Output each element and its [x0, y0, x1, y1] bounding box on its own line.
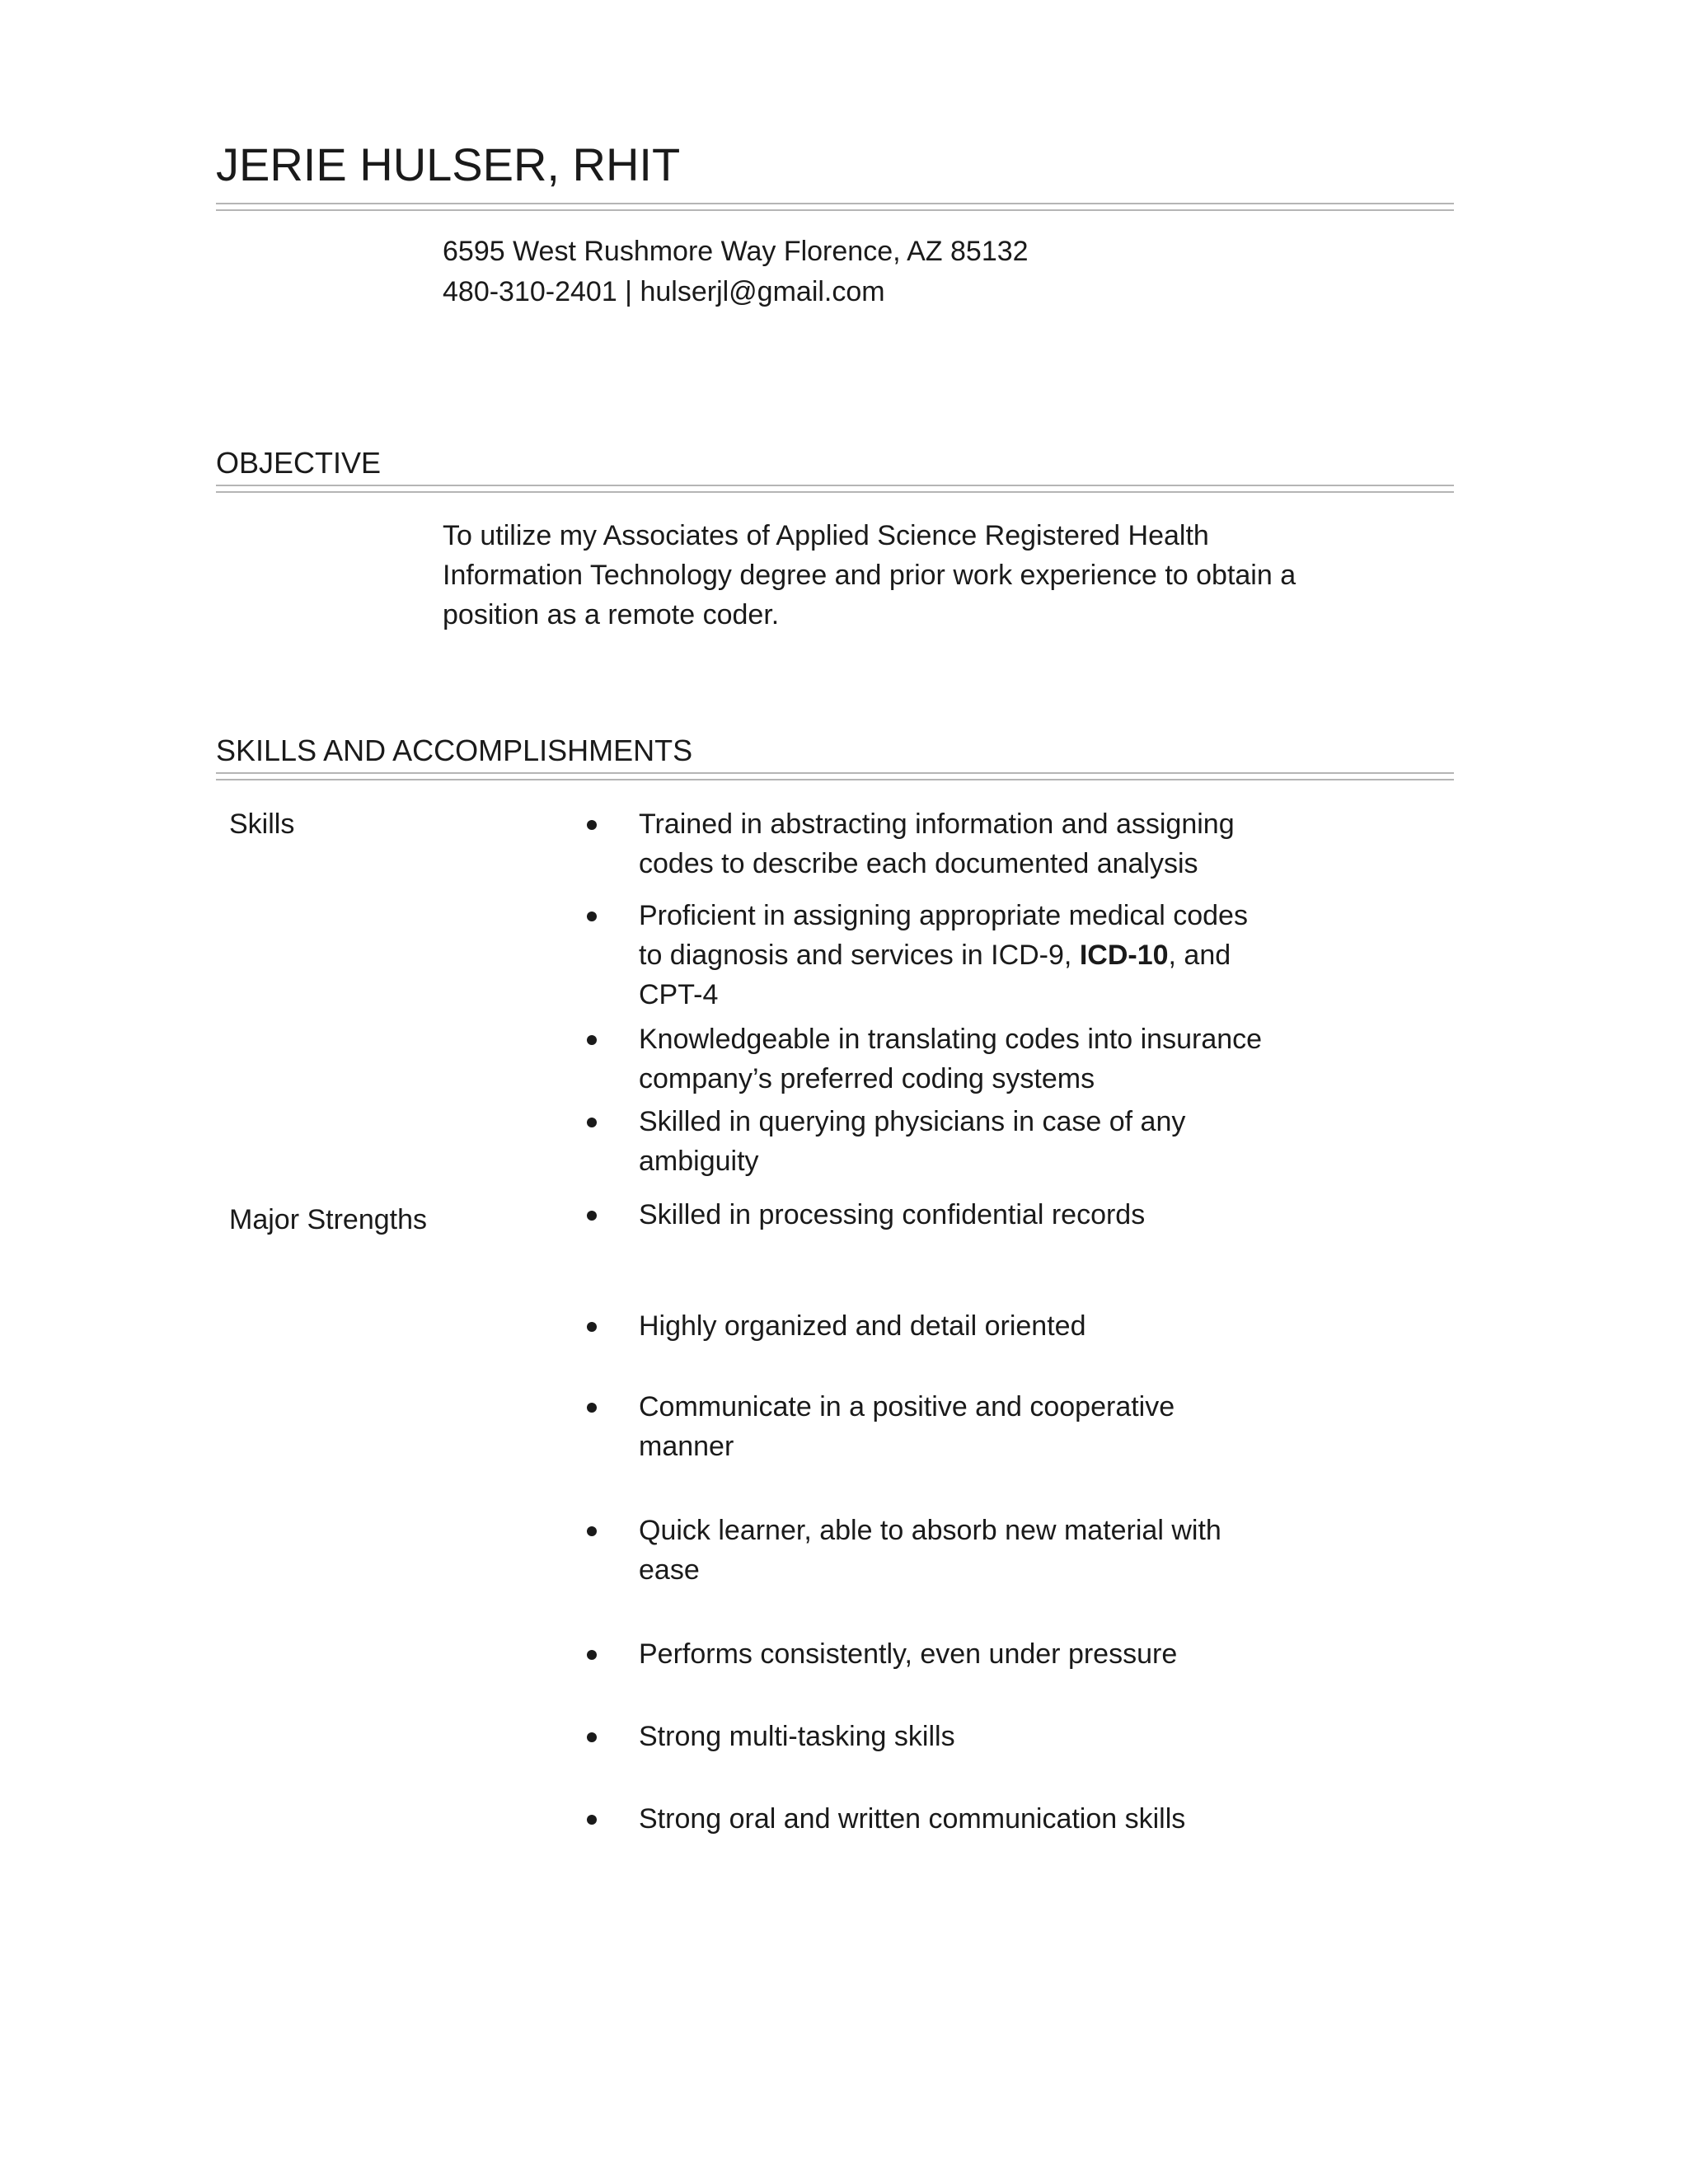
bullet-icon	[587, 1732, 597, 1742]
strength-line: Highly organized and detail oriented	[639, 1310, 1086, 1342]
objective-text	[443, 516, 1382, 635]
skill-line: Knowledgeable in translating codes into insurance	[639, 1024, 1263, 1055]
skills-divider	[216, 772, 1454, 780]
strength-text	[639, 1511, 1339, 1590]
strength-text	[639, 1306, 1339, 1346]
skill-line: ambiguity	[639, 1146, 759, 1177]
bullet-icon	[587, 1118, 597, 1127]
strength-line: Strong oral and written communication skills	[639, 1803, 1186, 1835]
skill-text	[639, 804, 1339, 883]
skill-line: Skilled in querying physicians in case of any	[639, 1106, 1186, 1137]
strength-line: Communicate in a positive and cooperative	[639, 1391, 1175, 1422]
skill-line: codes to describe each documented analysis	[639, 848, 1198, 879]
strength-text	[639, 1634, 1339, 1674]
objective-divider	[216, 485, 1454, 493]
skill-line: Trained in abstracting information and assigning	[639, 808, 1235, 840]
skill-line	[639, 935, 1339, 975]
strength-text	[639, 1387, 1339, 1466]
strength-line: Strong multi-tasking skills	[639, 1721, 955, 1752]
skill-line-text: , and	[1168, 940, 1231, 971]
strength-text	[639, 1799, 1339, 1839]
skill-line: CPT-4	[639, 979, 719, 1010]
strength-text	[639, 1195, 1339, 1235]
strength-text	[639, 1717, 1339, 1756]
header-divider	[216, 203, 1454, 211]
objective-line: position as a remote coder.	[443, 599, 780, 630]
objective-heading: OBJECTIVE	[216, 446, 382, 480]
bullet-icon	[587, 1526, 597, 1536]
skill-line: company’s preferred coding systems	[639, 1063, 1095, 1094]
strength-line: Skilled in processing confidential records	[639, 1199, 1146, 1230]
skill-text	[639, 896, 1339, 1015]
skills-label: Skills	[229, 808, 295, 840]
strength-line: ease	[639, 1554, 700, 1586]
major-strengths-label: Major Strengths	[229, 1204, 427, 1235]
bullet-icon	[587, 1035, 597, 1045]
address: 6595 West Rushmore Way Florence, AZ 85132	[443, 236, 1029, 267]
strength-line: Performs consistently, even under pressure	[639, 1638, 1178, 1670]
strength-line: Quick learner, able to absorb new material with	[639, 1515, 1221, 1546]
skill-text	[639, 1019, 1339, 1099]
bullet-icon	[587, 1815, 597, 1825]
skill-text	[639, 1102, 1339, 1181]
skill-code-emphasis: ICD-10	[1079, 940, 1169, 971]
bullet-icon	[587, 1650, 597, 1660]
objective-line: Information Technology degree and prior work experience to obtain a	[443, 560, 1296, 591]
bullet-icon	[587, 820, 597, 830]
phone-email: 480-310-2401 | hulserjl@gmail.com	[443, 276, 885, 307]
candidate-name: JERIE HULSER, RHIT	[216, 138, 681, 190]
bullet-icon	[587, 1403, 597, 1413]
skill-line-text: to diagnosis and services in ICD-9,	[639, 940, 1080, 971]
bullet-icon	[587, 912, 597, 921]
skills-heading: SKILLS AND ACCOMPLISHMENTS	[216, 733, 693, 767]
bullet-icon	[587, 1211, 597, 1221]
skill-line: Proficient in assigning appropriate medical codes	[639, 900, 1248, 931]
objective-line: To utilize my Associates of Applied Science Registered Health	[443, 520, 1209, 551]
strength-line: manner	[639, 1431, 734, 1462]
bullet-icon	[587, 1322, 597, 1332]
